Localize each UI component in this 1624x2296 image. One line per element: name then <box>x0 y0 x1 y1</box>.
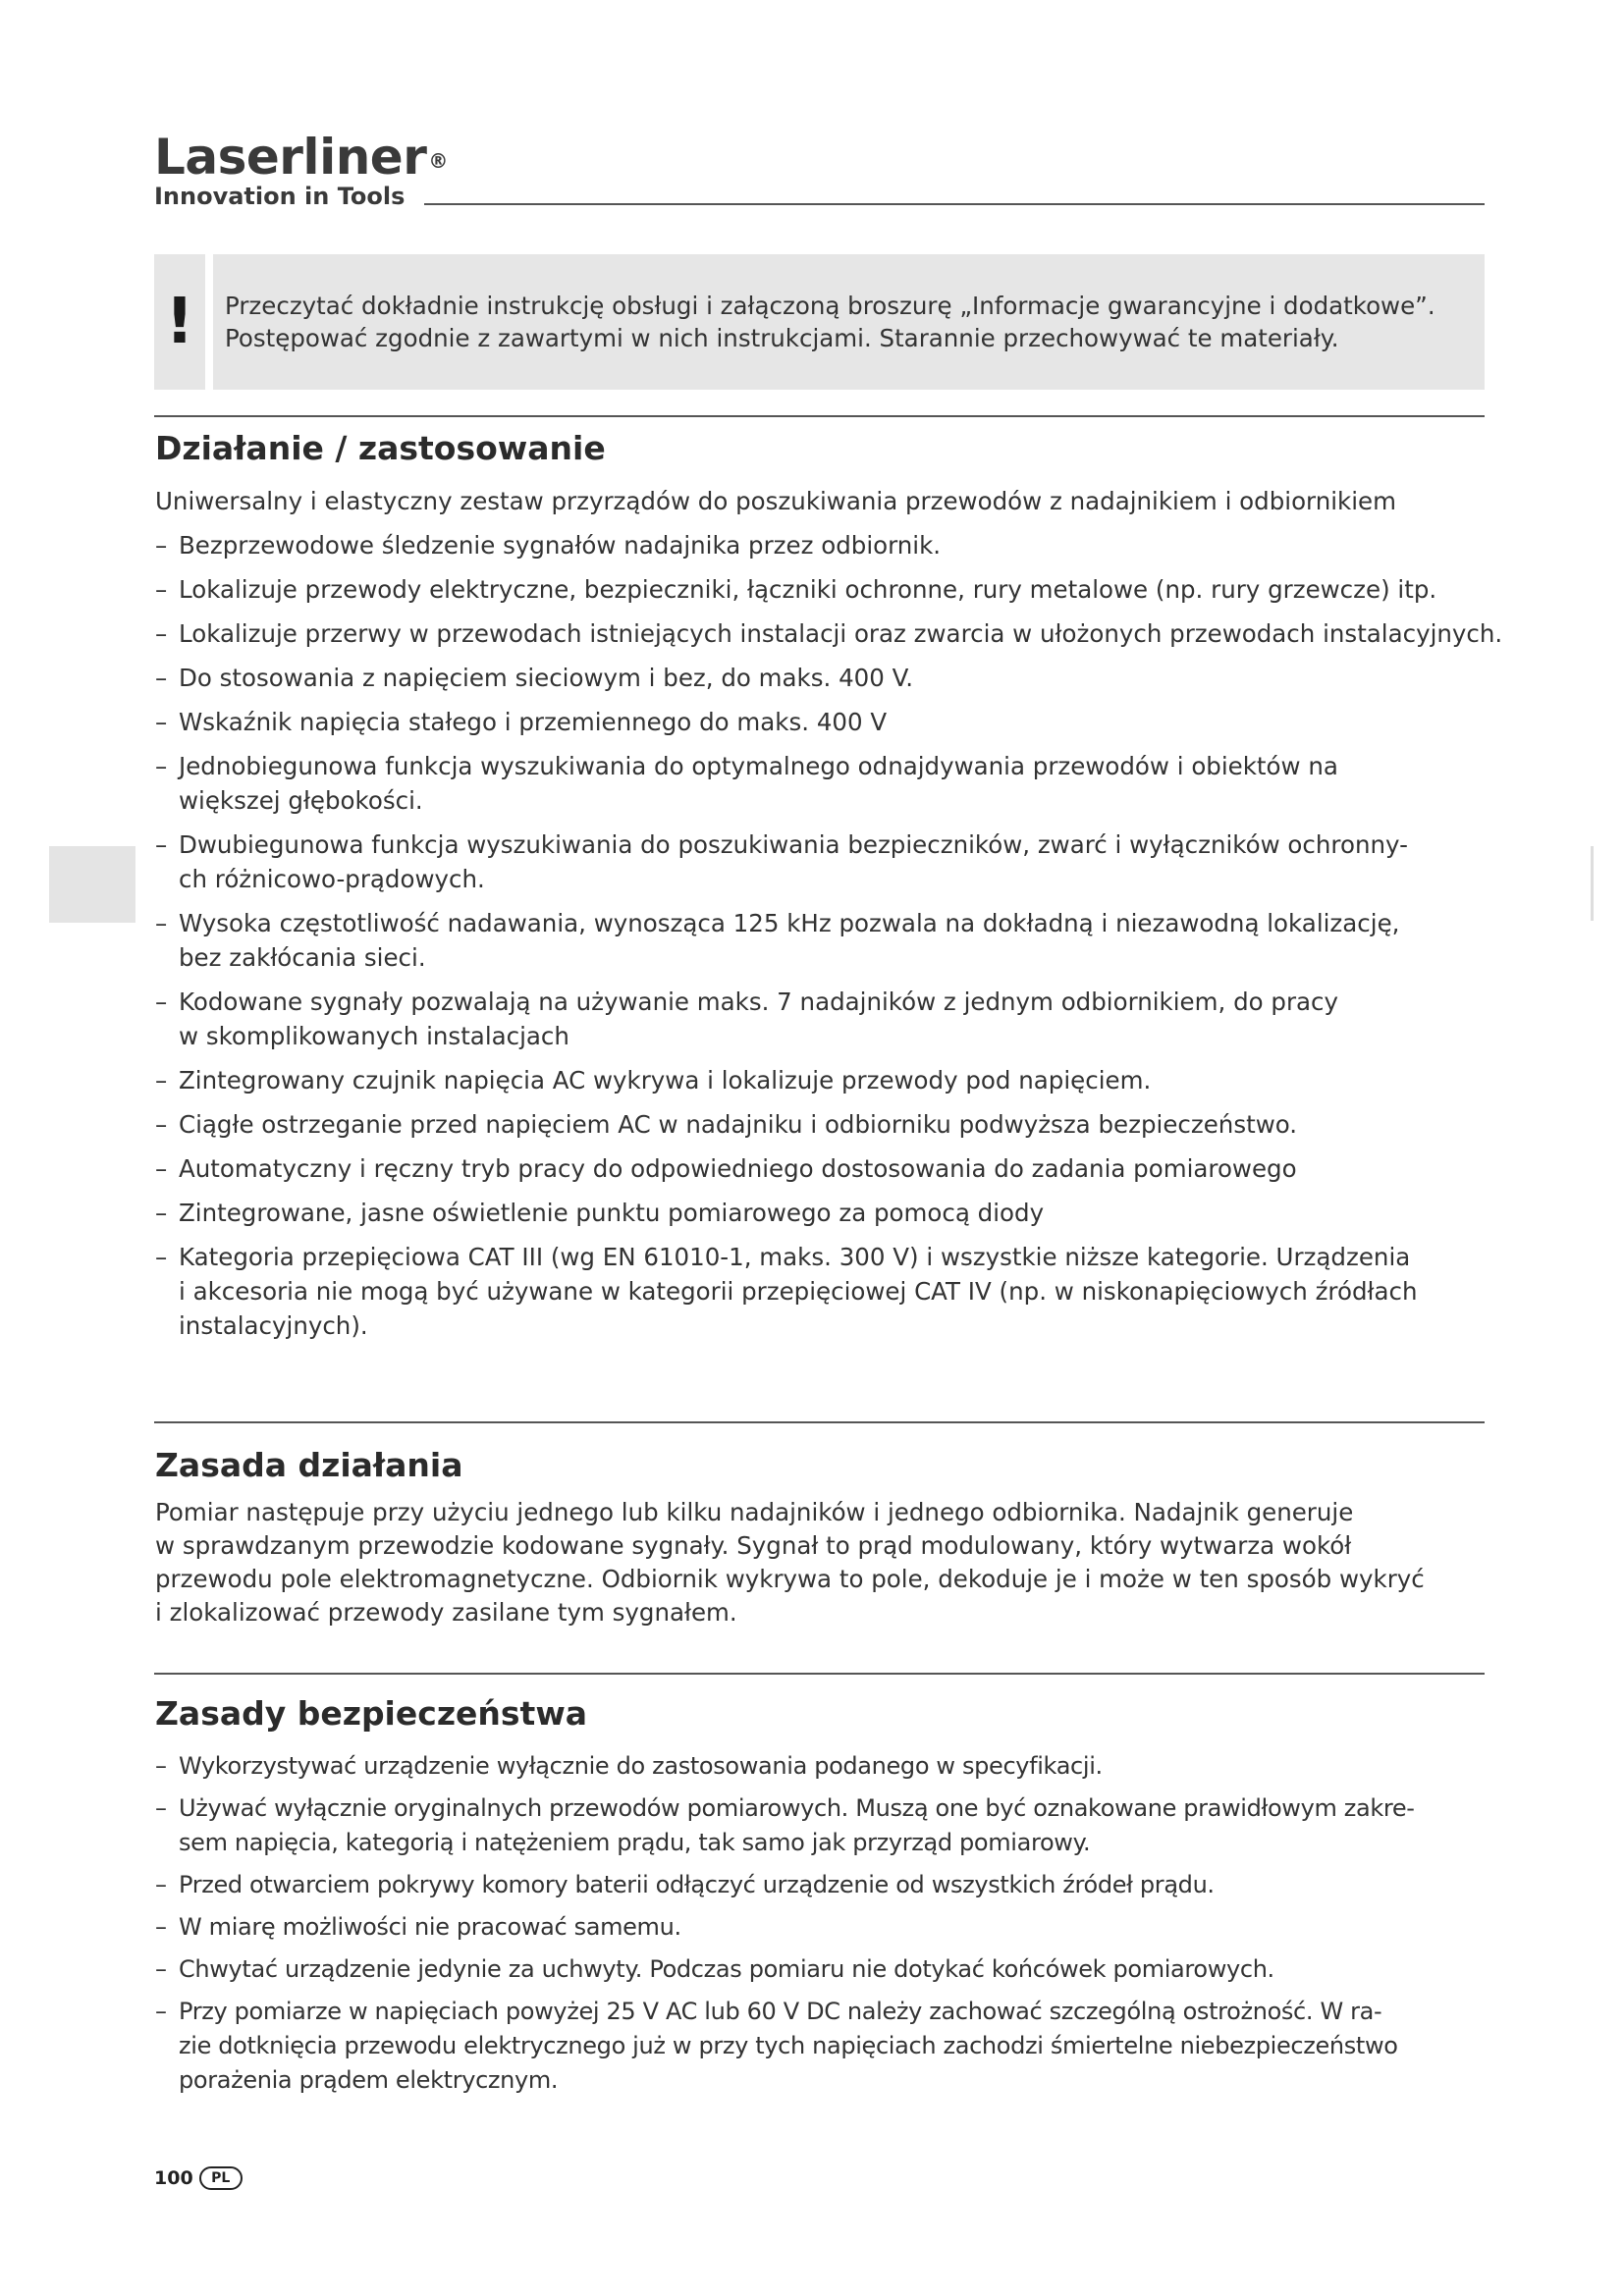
list-item <box>155 616 1503 651</box>
list-item-line: Bezprzewodowe śledzenie sygnałów nadajnika przez odbiornik. <box>179 531 942 560</box>
list-item-line: Zintegrowane, jasne oświetlenie punktu pomiarowego za pomocą diody <box>179 1199 1045 1227</box>
dash-bullet: – <box>155 1752 167 1780</box>
list-item-line: Używać wyłącznie oryginalnych przewodów pomiarowych. Muszą one być oznakowane prawidłowym zakre- <box>179 1794 1415 1822</box>
list-item <box>155 1910 1490 1945</box>
dash-bullet: – <box>155 1871 167 1898</box>
list-item <box>155 1749 1490 1784</box>
list-item-line: Wykorzystywać urządzenie wyłącznie do zastosowania podanego w specyfikacji. <box>179 1752 1103 1780</box>
list-item-line: Automatyczny i ręczny tryb pracy do odpowiedniego dostosowania do zadania pomiarowego <box>179 1154 1297 1183</box>
dash-bullet: – <box>155 830 168 859</box>
section-title-safety: Zasady bezpieczeństwa <box>155 1694 588 1733</box>
paragraph-line: przewodu pole elektromagnetyczne. Odbiornik wykrywa to pole, dekoduje je i może w ten sposób wykryć <box>155 1565 1425 1593</box>
dash-bullet: – <box>155 909 168 937</box>
list-item-line: ch różnicowo-prądowych. <box>179 865 485 893</box>
dash-bullet: – <box>155 1110 168 1139</box>
brand-tagline: Innovation in Tools <box>154 183 406 210</box>
list-item <box>155 1196 1490 1230</box>
paragraph-line: Pomiar następuje przy użyciu jednego lub kilku nadajników i jednego odbiornika. Nadajnik generuje <box>155 1498 1354 1526</box>
list-item-line: Kategoria przepięciowa CAT III (wg EN 61010-1, maks. 300 V) i wszystkie niższe kategorie. Urządzenia <box>179 1243 1411 1271</box>
list-item <box>155 1063 1490 1097</box>
dash-bullet: – <box>155 752 168 780</box>
section-rule <box>154 1673 1485 1675</box>
dash-bullet: – <box>155 664 168 692</box>
list-item <box>155 1107 1490 1142</box>
list-item-line: Kodowane sygnały pozwalają na używanie maks. 7 nadajników z jednym odbiornikiem, do pracy <box>179 988 1339 1016</box>
list-item-line: Wysoka częstotliwość nadawania, wynosząca 125 kHz pozwala na dokładną i niezawodną lokalizację, <box>179 909 1400 937</box>
header-rule <box>424 203 1485 205</box>
feature-list <box>155 528 1503 1343</box>
dash-bullet: – <box>155 531 168 560</box>
list-item <box>155 1995 1490 2098</box>
dash-bullet: – <box>155 1794 167 1822</box>
side-edge-mark <box>1591 846 1594 921</box>
notice-box <box>213 254 1485 390</box>
dash-bullet: – <box>155 1199 168 1227</box>
list-item-line: instalacyjnych). <box>179 1311 368 1340</box>
list-item-line: Lokalizuje przerwy w przewodach istniejących instalacji oraz zwarcia w ułożonych przewodach instalacyjnych. <box>179 619 1503 648</box>
paragraph-line: i zlokalizować przewody zasilane tym sygnałem. <box>155 1598 737 1627</box>
dash-bullet: – <box>155 988 168 1016</box>
list-item <box>155 1868 1490 1902</box>
paragraph-line: w sprawdzanym przewodzie kodowane sygnały. Sygnał to prąd modulowany, który wytwarza wokół <box>155 1531 1352 1560</box>
list-item-line: w skomplikowanych instalacjach <box>179 1022 569 1050</box>
notice-line: Postępować zgodnie z zawartymi w nich instrukcjami. Starannie przechowywać te materiały. <box>225 324 1339 352</box>
list-item-line: zie dotknięcia przewodu elektrycznego już w przy tych napięciach zachodzi śmiertelne niebezpieczeństwo <box>179 2032 1398 2059</box>
brand-name: Laserliner ® <box>154 129 448 186</box>
list-item-line: Do stosowania z napięciem sieciowym i bez, do maks. 400 V. <box>179 664 914 692</box>
dash-bullet: – <box>155 1913 167 1941</box>
dash-bullet: – <box>155 708 168 736</box>
list-item-line: Przed otwarciem pokrywy komory baterii odłączyć urządzenie od wszystkich źródeł prądu. <box>179 1871 1215 1898</box>
dash-bullet: – <box>155 1066 168 1095</box>
dash-bullet: – <box>155 1154 168 1183</box>
list-item <box>155 705 1490 739</box>
list-item-line: Jednobiegunowa funkcja wyszukiwania do optymalnego odnajdywania przewodów i obiektów na <box>179 752 1338 780</box>
notice-line: Przeczytać dokładnie instrukcję obsługi i załączoną broszurę „Informacje gwarancyjne i dodatkowe”. <box>225 292 1435 320</box>
list-item-line: Chwytać urządzenie jedynie za uchwyty. Podczas pomiaru nie dotykać końcówek pomiarowych. <box>179 1955 1274 1983</box>
list-item-line: bez zakłócania sieci. <box>179 943 426 972</box>
list-item <box>155 572 1490 607</box>
list-item-line: sem napięcia, kategorią i natężeniem prądu, tak samo jak przyrząd pomiarowy. <box>179 1829 1091 1856</box>
section-rule <box>154 1421 1485 1423</box>
list-item <box>155 1151 1490 1186</box>
dash-bullet: – <box>155 575 168 604</box>
page-footer <box>154 2166 243 2190</box>
section-body-principle <box>155 1496 1490 1629</box>
list-item <box>155 985 1490 1053</box>
list-item-line: Lokalizuje przewody elektryczne, bezpieczniki, łączniki ochronne, rury metalowe (np. rury grzewcze) itp. <box>179 575 1437 604</box>
section-title-function: Działanie / zastosowanie <box>155 429 606 467</box>
list-item-line: Przy pomiarze w napięciach powyżej 25 V AC lub 60 V DC należy zachować szczególną ostrożność. W ra- <box>179 1998 1382 2025</box>
list-item-line: Wskaźnik napięcia stałego i przemiennego do maks. 400 V <box>179 708 888 736</box>
list-item <box>155 1952 1490 1987</box>
side-tab-marker <box>49 846 135 923</box>
dash-bullet: – <box>155 1955 167 1983</box>
list-item <box>155 828 1490 896</box>
section-title-principle: Zasada działania <box>155 1446 463 1484</box>
list-item-line: porażenia prądem elektrycznym. <box>179 2066 559 2094</box>
section-body-safety <box>155 1749 1490 2106</box>
list-item <box>155 661 1490 695</box>
list-item-line: Zintegrowany czujnik napięcia AC wykrywa i lokalizuje przewody pod napięciem. <box>179 1066 1152 1095</box>
registered-mark: ® <box>428 149 448 173</box>
list-item <box>155 906 1490 975</box>
brand-logo <box>154 130 448 210</box>
list-item-line: Ciągłe ostrzeganie przed napięciem AC w nadajniku i odbiorniku podwyższa bezpieczeństwo. <box>179 1110 1298 1139</box>
list-item-line: W miarę możliwości nie pracować samemu. <box>179 1913 681 1941</box>
section-rule <box>154 415 1485 417</box>
list-item <box>155 1791 1490 1860</box>
list-item-line: Dwubiegunowa funkcja wyszukiwania do poszukiwania bezpieczników, zwarć i wyłączników ochronny- <box>179 830 1408 859</box>
list-item-line: większej głębokości. <box>179 786 423 815</box>
warning-icon: ! <box>154 254 205 390</box>
list-item <box>155 528 1490 562</box>
dash-bullet: – <box>155 1998 167 2025</box>
safety-list <box>155 1749 1490 2098</box>
dash-bullet: – <box>155 619 168 648</box>
language-badge: PL <box>199 2166 243 2190</box>
page-number: 100 <box>154 2167 193 2189</box>
list-item <box>155 1240 1490 1343</box>
section-body-function <box>155 485 1503 1353</box>
list-item <box>155 749 1490 818</box>
section-intro: Uniwersalny i elastyczny zestaw przyrządów do poszukiwania przewodów z nadajnikiem i odbiornikiem <box>155 487 1396 515</box>
list-item-line: i akcesoria nie mogą być używane w kategorii przepięciowej CAT IV (np. w niskonapięciowych źródłach <box>179 1277 1418 1306</box>
dash-bullet: – <box>155 1243 168 1271</box>
